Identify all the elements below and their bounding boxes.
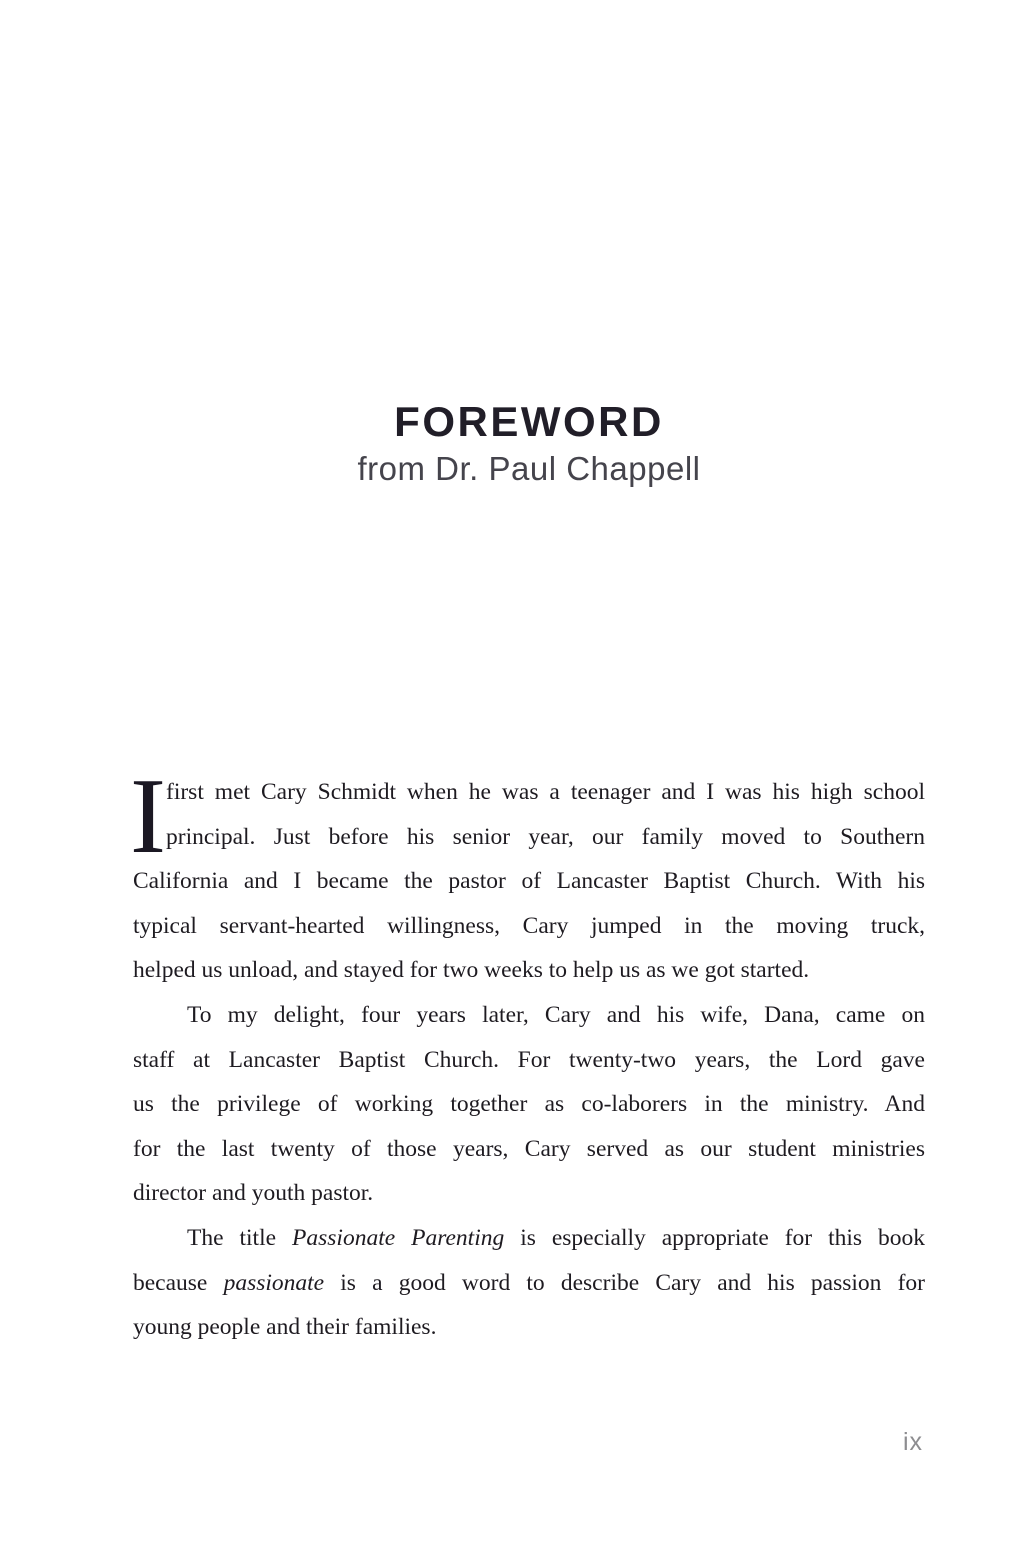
emphasis-italic: passionate <box>223 1269 325 1296</box>
text-line: helped us unload, and stayed for two weeks to help us as we got started. <box>133 957 810 984</box>
foreword-body <box>130 757 925 1350</box>
text-line: first met Cary Schmidt when he was a teenager and I was his high school <box>166 779 925 805</box>
text-line: director and youth pastor. <box>133 1180 374 1207</box>
drop-cap: I <box>130 757 166 876</box>
text-line: typical servant-hearted willingness, Cary jumped in the moving truck, <box>133 912 925 939</box>
text-segment: is a good word to describe Cary and his passion for <box>324 1269 925 1296</box>
text-segment: The title <box>187 1224 293 1251</box>
text-line: young people and their families. <box>133 1314 437 1341</box>
chapter-heading <box>133 399 925 488</box>
chapter-title: FOREWORD <box>394 398 664 445</box>
text-line: California and I became the pastor of Lancaster Baptist Church. With his <box>133 868 925 895</box>
text-segment: is especially appropriate for this book <box>504 1224 925 1251</box>
text-line <box>133 1261 925 1306</box>
chapter-subtitle: from Dr. Paul Chappell <box>357 450 701 488</box>
text-line: staff at Lancaster Baptist Church. For twenty-two years, the Lord gave <box>133 1046 925 1073</box>
page-number: ix <box>903 1428 924 1456</box>
text-line: us the privilege of working together as co-laborers in the ministry. And <box>133 1091 925 1118</box>
text-line <box>133 1216 925 1261</box>
text-line: for the last twenty of those years, Cary served as our student ministries <box>133 1135 925 1162</box>
text-line: principal. Just before his senior year, our family moved to Southern <box>166 823 925 850</box>
text-line: To my delight, four years later, Cary and his wife, Dana, came on <box>187 1001 925 1028</box>
text-segment: because <box>133 1269 224 1296</box>
book-title-italic: Passionate Parenting <box>292 1224 505 1251</box>
